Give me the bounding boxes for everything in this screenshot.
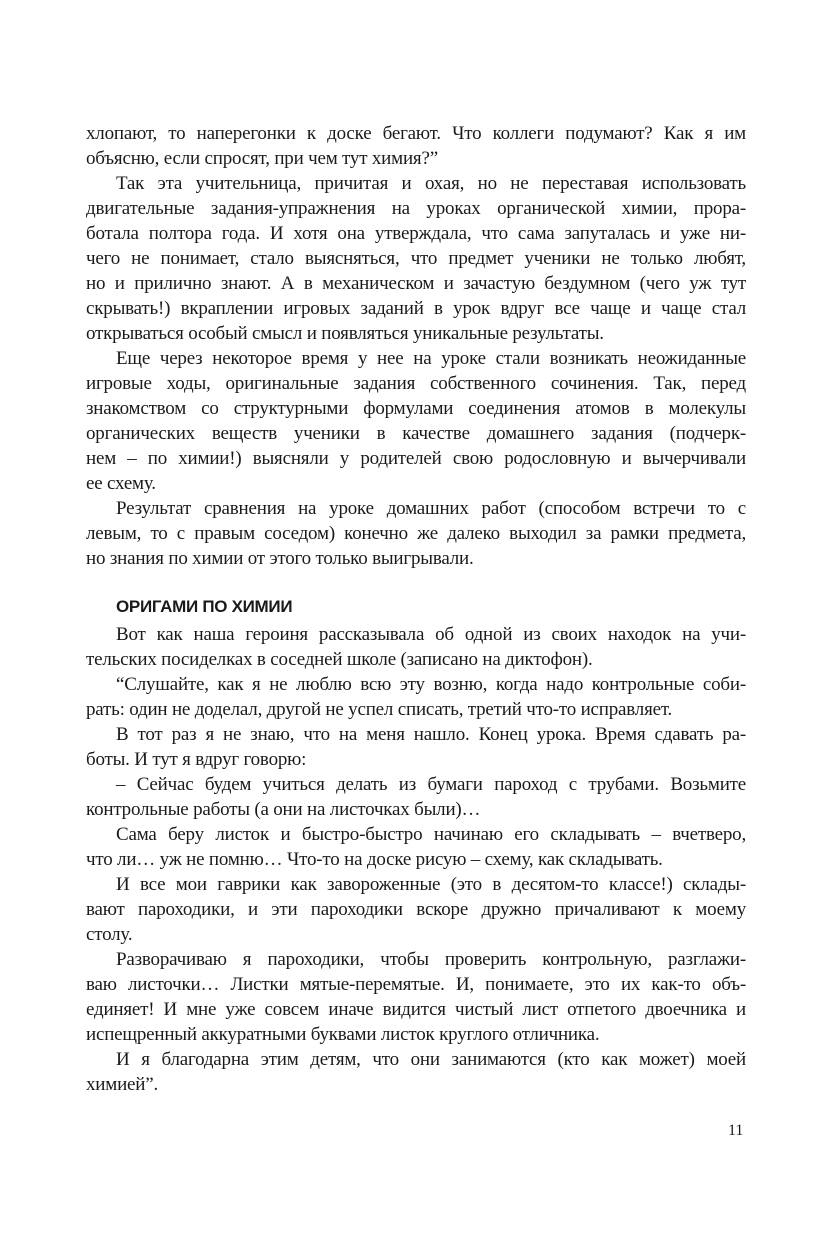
text-line: Еще через некоторое время у нее на уроке стали возникать неожиданные	[116, 348, 746, 369]
text-line: ее схему.	[86, 473, 156, 494]
text-line: что ли… уж не помню… Что-то на доске рисую – схему, как складывать.	[86, 849, 663, 870]
paragraph	[86, 171, 746, 346]
text-line: рать: один не доделал, другой не успел списать, третий что-то исправляет.	[86, 699, 673, 720]
text-line: Результат сравнения на уроке домашних работ (способом встречи то с	[116, 498, 746, 519]
paragraph	[86, 622, 746, 672]
paragraph	[86, 872, 746, 947]
text-line: хлопают, то наперегонки к доске бегают. Что коллеги подумают? Как я им	[86, 123, 746, 144]
paragraph	[86, 947, 746, 1047]
text-line: но и прилично знают. А в механическом и зачастую бездумном (чего уж тут	[86, 273, 746, 294]
paragraph	[86, 496, 746, 571]
paragraph	[86, 772, 746, 822]
text-line: игровые ходы, оригинальные задания собственного сочинения. Так, перед	[86, 373, 746, 394]
paragraph	[86, 346, 746, 496]
text-line: чего не понимает, стало выясняться, что предмет ученики не только любят,	[86, 248, 746, 269]
text-line: контрольные работы (а они на листочках были)…	[86, 799, 481, 820]
body-text-top	[86, 121, 746, 571]
text-line: испещренный аккуратными буквами листок круглого отличника.	[86, 1024, 600, 1045]
text-line: двигательные задания-упражнения на уроках органической химии, прора-	[86, 198, 746, 219]
text-line: единяет! И мне уже совсем иначе видится чистый лист отпетого двоечника и	[86, 999, 746, 1020]
text-line: боты. И тут я вдруг говорю:	[86, 749, 307, 770]
text-line: Сама беру листок и быстро-быстро начинаю его складывать – вчетверо,	[116, 824, 746, 845]
text-line: органических веществ ученики в качестве домашнего задания (подчерк-	[86, 423, 746, 444]
paragraph	[86, 121, 746, 171]
text-line: Так эта учительница, причитая и охая, но не переставая использовать	[116, 173, 746, 194]
section-heading: ОРИГАМИ ПО ХИМИИ	[116, 597, 293, 616]
paragraph	[86, 822, 746, 872]
text-line: “Слушайте, как я не люблю всю эту возню, когда надо контрольные соби-	[116, 674, 746, 695]
text-line: столу.	[86, 924, 133, 945]
text-line: И я благодарна этим детям, что они занимаются (кто как может) моей	[116, 1049, 746, 1070]
text-line: химией”.	[86, 1074, 159, 1095]
text-line: – Сейчас будем учиться делать из бумаги пароход с трубами. Возьмите	[116, 774, 746, 795]
text-line: Разворачиваю я пароходики, чтобы проверить контрольную, разглажи-	[116, 949, 746, 970]
text-line: ботала полтора года. И хотя она утверждала, что сама запуталась и уже ни-	[86, 223, 746, 244]
text-line: тельских посиделках в соседней школе (записано на диктофон).	[86, 649, 593, 670]
page-number: 11	[728, 1122, 744, 1139]
body-text-bottom	[86, 622, 746, 1097]
text-line: скрывать!) вкраплении игровых заданий в урок вдруг все чаще и чаще стал	[86, 298, 746, 319]
paragraph	[86, 722, 746, 772]
paragraph	[86, 1047, 746, 1097]
text-line: Вот как наша героиня рассказывала об одной из своих находок на учи-	[116, 624, 746, 645]
text-line: объясню, если спросят, при чем тут химия?”	[86, 148, 438, 169]
text-line: И все мои гаврики как завороженные (это в десятом-то классе!) склады-	[116, 874, 746, 895]
text-line: знакомством со структурными формулами соединения атомов в молекулы	[86, 398, 746, 419]
text-line: но знания по химии от этого только выигрывали.	[86, 548, 474, 569]
text-line: нем – по химии!) выясняли у родителей свою родословную и вычерчивали	[86, 448, 746, 469]
text-line: левым, то с правым соседом) конечно же далеко выходил за рамки предмета,	[86, 523, 746, 544]
paragraph	[86, 672, 746, 722]
text-line: открываться особый смысл и появляться уникальные результаты.	[86, 323, 604, 344]
text-line: ваю листочки… Листки мятые-перемятые. И, понимаете, это их как-то объ-	[86, 974, 746, 995]
text-line: В тот раз я не знаю, что на меня нашло. Конец урока. Время сдавать ра-	[116, 724, 746, 745]
text-line: вают пароходики, и эти пароходики вскоре дружно причаливают к моему	[86, 899, 746, 920]
